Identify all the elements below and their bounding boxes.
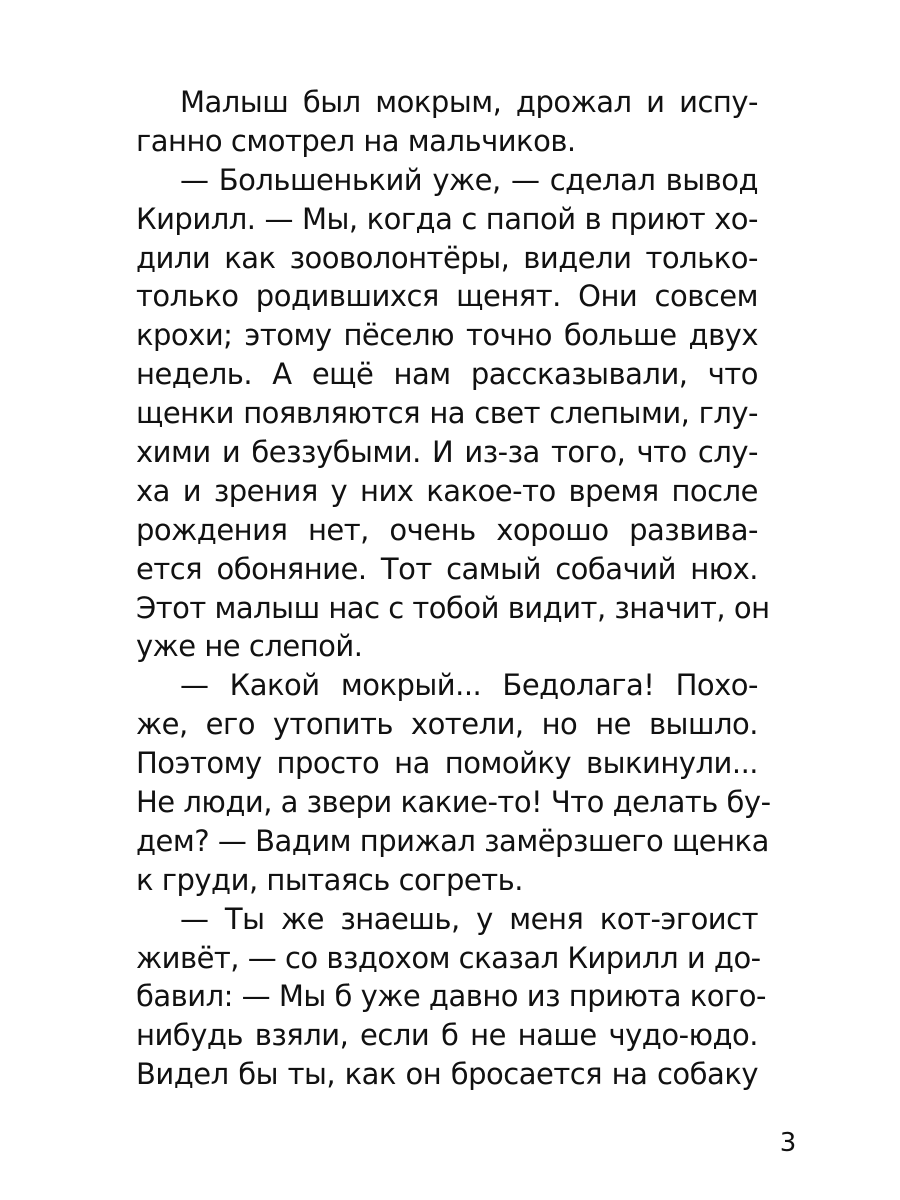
text-line: Не люди, а звери какие-то! Что делать бу- bbox=[136, 785, 771, 820]
text-line: Поэтому просто на помойку выкинули... bbox=[136, 746, 758, 781]
text-line: недель. А ещё нам рассказывали, что bbox=[136, 357, 758, 392]
text-line: дем? — Вадим прижал замёрзшего щенка bbox=[136, 823, 769, 858]
text-line: уже не слепой. bbox=[136, 629, 363, 664]
text-line: щенки появляются на свет слепыми, глу- bbox=[136, 396, 758, 431]
text-line: ганно смотрел на мальчиков. bbox=[136, 123, 576, 158]
text-line: — Ты же знаешь, у меня кот-эгоист bbox=[180, 901, 758, 936]
text-line: — Большенький уже, — сделал вывод bbox=[180, 162, 758, 197]
text-line: же, его утопить хотели, но не вышло. bbox=[136, 707, 758, 742]
page-number: 3 bbox=[779, 1128, 797, 1158]
text-line: ется обоняние. Тот самый собачий нюх. bbox=[136, 551, 758, 586]
text-line: Кирилл. — Мы, когда с папой в приют хо- bbox=[136, 201, 758, 236]
text-line: к груди, пытаясь согреть. bbox=[136, 862, 523, 897]
body-text bbox=[136, 83, 771, 1094]
text-line: ха и зрения у них какое-то время после bbox=[136, 473, 758, 508]
text-line: Видел бы ты, как он бросается на собаку bbox=[136, 1057, 758, 1092]
text-line: нибудь взяли, если б не наше чудо-юдо. bbox=[136, 1018, 758, 1053]
text-line: Малыш был мокрым, дрожал и испу- bbox=[180, 85, 758, 119]
text-line: Этот малыш нас с тобой видит, значит, он bbox=[136, 590, 770, 625]
text-line: — Какой мокрый... Бедолага! Похо- bbox=[180, 668, 758, 703]
text-line: живёт, — со вздохом сказал Кирилл и до- bbox=[136, 940, 761, 975]
text-line: крохи; этому пёселю точно больше двух bbox=[136, 318, 758, 353]
text-line: только родившихся щенят. Они совсем bbox=[136, 279, 758, 314]
text-line: рождения нет, очень хорошо развива- bbox=[136, 512, 758, 547]
text-line: бавил: — Мы б уже давно из приюта кого- bbox=[136, 979, 766, 1014]
text-line: хими и беззубыми. И из-за того, что слу- bbox=[136, 435, 758, 470]
text-line: дили как зооволонтёры, видели только- bbox=[136, 240, 758, 275]
